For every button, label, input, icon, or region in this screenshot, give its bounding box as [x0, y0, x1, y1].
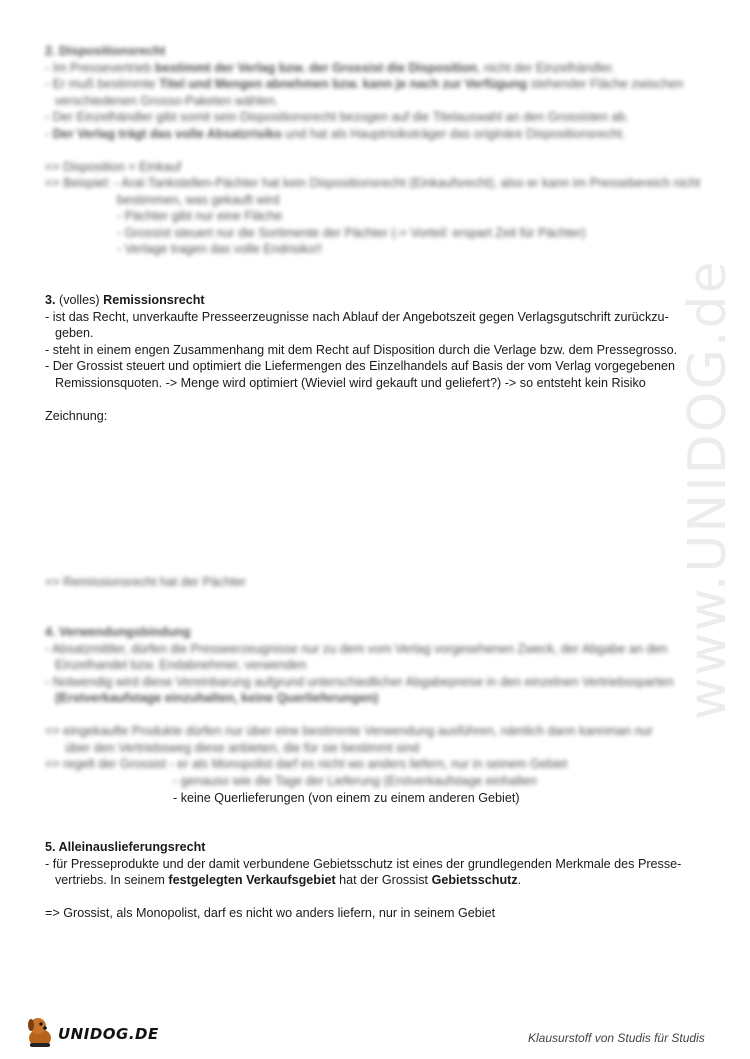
unidog-logo	[22, 1012, 162, 1052]
bullet-line: geben.	[55, 326, 94, 340]
note-line: => Remissionsrecht hat der Pächter	[45, 575, 246, 589]
dog-mascot-icon	[22, 1012, 62, 1052]
note-line: - Verlage tragen das volle Endrisiko!!	[117, 242, 323, 256]
section-alleinauslieferungsrecht	[45, 839, 705, 922]
footer-tagline: Klausurstoff von Studis für Studis	[528, 1031, 705, 1045]
section-heading: 5. Alleinauslieferungsrecht	[45, 840, 206, 854]
note-line: => eingekaufte Produkte dürfen nur über eine bestimmte Verwendung ausführen, nämlich dann kannman nur	[45, 724, 653, 738]
note-line: - Grossist steuert nur die Sortimente der Pächter (-> Vorteil: erspart Zeit für Pächter)	[117, 225, 586, 240]
blurred-note	[45, 574, 705, 591]
bullet-line: vertriebs. In seinem festgelegten Verkaufsgebiet hat der Grossist Gebietsschutz.	[55, 873, 522, 887]
drawing-label: Zeichnung:	[45, 408, 108, 423]
bullet-line: verschiedenen Grosso-Paketen wählen.	[55, 93, 279, 108]
note-line: => Beispiel: - Aral-Tankstellen-Pächter hat kein Dispositionsrecht (Einkaufsrecht), also er kann im Pressebereich nicht	[45, 176, 701, 190]
logo-text: UNIDOG.DE	[58, 1025, 159, 1043]
section-verwendungsbindung-visible	[45, 790, 705, 807]
section-heading: 4. Verwendungsbindung	[45, 625, 191, 639]
bullet-line: - Der Einzelhändler gibt somit sein Dispositionsrecht bezogen auf die Titelauswahl an den Grossisten ab.	[45, 110, 629, 124]
bullet-line: - für Presseprodukte und der damit verbundene Gebietsschutz ist eines der grundlegenden Merkmale des Presse-	[45, 856, 682, 871]
bullet-line: - Im Pressevertrieb bestimmt der Verlag bzw. der Grossist die Disposition, nicht der Einzelhändler.	[45, 60, 615, 75]
note-line: => regelt der Grossist - er als Monopolist darf es nicht wo anders liefern, nur in seinem Gebiet	[45, 757, 568, 771]
bullet-line: (Erstverkaufstage einzuhalten, keine Querlieferungen)	[55, 691, 379, 705]
watermark: www.UNIDOG.de	[678, 259, 738, 720]
bullet-line: - steht in einem engen Zusammenhang mit dem Recht auf Disposition durch die Verlage bzw. dem Pressegrosso.	[45, 342, 678, 357]
bullet-line: - Absatzmittler, dürfen die Presseerzeugnisse nur zu dem vom Verlag vorgesehenen Zweck, der Abgabe an den	[45, 641, 668, 656]
bullet-line: - Der Verlag trägt das volle Absatzrisiko und hat als Hauptrisikoträger das originäre Dispositionsrecht.	[45, 126, 626, 141]
bullet-line: Einzelhandel bzw. Endabnehmer, verwenden	[55, 658, 307, 672]
note-line: => Disposition = Einkauf	[45, 159, 182, 174]
note-line: über den Vertriebsweg diese anbieten, die für sie bestimmt sind	[65, 740, 420, 755]
bullet-line: - Der Grossist steuert und optimiert die Liefermengen des Einzelhandels auf Basis der vom Verlag vorgegebenen	[45, 359, 676, 373]
note-line: - genauso wie die Tage der Lieferung (Erstverkaufstage einhalten	[173, 773, 537, 788]
bullet-line: - ist das Recht, unverkaufte Presseerzeugnisse nach Ablauf der Angebotszeit gegen Verlagsgutschrift zurückzu-	[45, 309, 669, 324]
section-verwendungsbindung	[45, 624, 705, 789]
section-heading: 2. Dispositionsrecht	[45, 44, 166, 58]
bullet-line: - Notwendig wird diese Vereinbarung aufgrund unterschiedlicher Abgabepreise in den einzelnen Vertriebssparten	[45, 674, 674, 689]
section-heading: 3. (volles) Remissionsrecht	[45, 293, 205, 307]
bullet-line: Remissionsquoten. -> Menge wird optimiert (Wieviel wird gekauft und geliefert?) -> so entsteht kein Risiko	[55, 375, 646, 390]
bullet-line: - Er muß bestimmte Titel und Mengen abnehmen bzw. kann je nach zur Verfügung stehender Fläche zwischen	[45, 77, 684, 91]
note-line: bestimmen, was gekauft wird	[117, 192, 280, 207]
conclusion-line: => Grossist, als Monopolist, darf es nicht wo anders liefern, nur in seinem Gebiet	[45, 906, 496, 920]
note-line: - Pächter gibt nur eine Fläche	[117, 209, 283, 223]
section-remissionsrecht	[45, 292, 705, 424]
section-dispositionsrecht	[45, 43, 705, 258]
note-line: - keine Querlieferungen (von einem zu einem anderen Gebiet)	[173, 791, 520, 805]
